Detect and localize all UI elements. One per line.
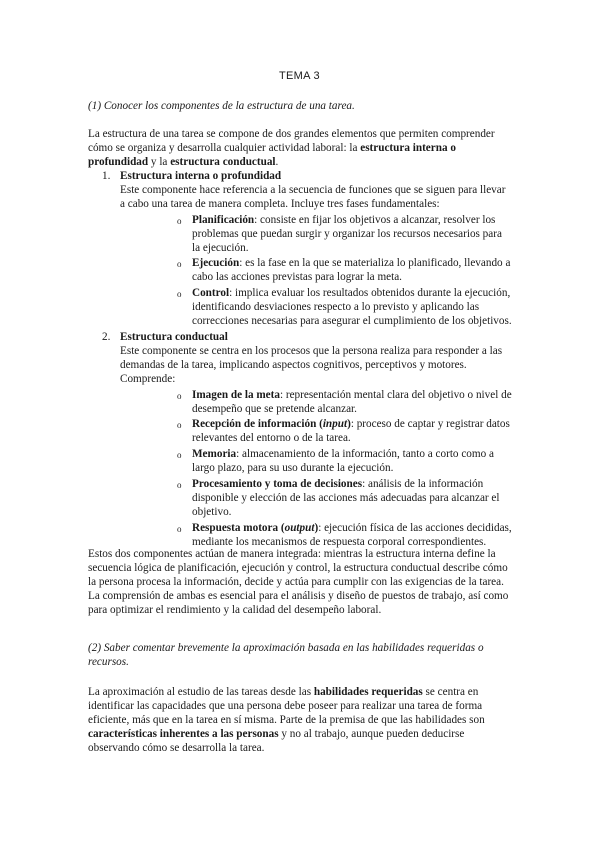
intro-text-3: . — [275, 155, 279, 168]
final-text-2: se centra en identificar las capacidades que una persona debe poseer para realizar una tarea de forma eficiente, más que en la tarea en sí misma. Parte de la premisa de que las habilidades son — [88, 686, 485, 726]
sub-item-term: Planificación — [192, 213, 255, 226]
final-text-1: La aproximación al estudio de las tareas desde las — [88, 686, 314, 698]
sub-item-text: : análisis de la información disponible y elección de las acciones más adecuadas para alcanzar el objetivo. — [192, 478, 500, 518]
list-description: Este componente hace referencia a la secuencia de funciones que se siguen para llevar a cabo una tarea de manera completa. Incluye tres fases fundamentales: — [120, 183, 506, 210]
bullet-icon: o — [177, 523, 182, 534]
final-text-3: y no al trabajo, aunque pueden deducirse observando cómo se desarrolla la tarea. — [88, 727, 465, 754]
sub-item-text: : consiste en fijar los objetivos a alcanzar, resolver los problemas que puedan surgir y organizar los recursos necesarios para la ejecución. — [192, 213, 502, 254]
summary-paragraph: Estos dos componentes actúan de manera integrada: mientras la estructura interna define la secuencia lógica de planificación, ejecución y control, la estructura conductual describe cómo la persona procesa la información, decide y actúa para cumplir con las exigencias de la tarea. La comprensión de ambas es esencial para el análisis y diseño de puestos de trabajo, así como para optimizar el rendimiento y la calidad del desempeño laboral. — [88, 548, 509, 616]
sub-item — [120, 522, 512, 550]
bullet-icon: o — [177, 450, 182, 461]
final-term-characteristics: características inherentes a las personas — [88, 727, 279, 740]
sub-item-term: Memoria — [192, 448, 237, 461]
sub-item-term: Procesamiento y toma de decisiones — [192, 478, 363, 491]
sub-item-term — [192, 418, 351, 430]
sub-item — [120, 287, 512, 329]
sub-item-term: Imagen de la meta — [192, 388, 280, 401]
bullet-icon: o — [177, 289, 182, 300]
sub-item-text: : representación mental clara del objetivo o nivel de desempeño que se pretende alcanzar. — [192, 388, 512, 415]
list-heading: Estructura conductual — [120, 330, 228, 343]
sub-item-term-text: Respuesta motora ( — [192, 521, 285, 534]
sub-item — [120, 478, 512, 520]
sub-item — [120, 214, 512, 256]
question-1: (1) Conocer los componentes de la estructura de una tarea. — [88, 100, 355, 112]
sub-item-term — [192, 522, 318, 534]
list-item-1 — [88, 170, 512, 329]
sub-item — [120, 257, 512, 285]
question-2: (2) Saber comentar brevemente la aproximación basada en las habilidades requeridas o recursos. — [88, 642, 484, 668]
sub-item-text: : implica evaluar los resultados obtenidos durante la ejecución, identificando desviaciones respecto a lo previsto y aplicando las correcciones necesarias para asegurar el cumplimiento de los objetivos. — [192, 287, 512, 328]
sub-item-text: : ejecución física de las acciones decididas, mediante los mecanismos de respuesta corporal correspondientes. — [192, 521, 512, 548]
numbered-list — [88, 170, 512, 550]
bullet-icon: o — [177, 390, 182, 401]
sub-item-term: Ejecución — [192, 257, 240, 270]
sub-item-term-italic: input — [322, 418, 348, 431]
intro-text-1: La estructura de una tarea se compone de dos grandes elementos que permiten comprender cómo se organiza y desarrolla cualquier actividad laboral: la — [88, 128, 495, 154]
sub-item — [120, 418, 512, 446]
intro-term-behavioral: estructura conductual — [170, 155, 276, 168]
sub-item-term-text: Recepción de información ( — [192, 418, 323, 431]
final-paragraph — [88, 686, 512, 756]
page-title: TEMA 3 — [279, 70, 320, 82]
intro-paragraph — [88, 128, 512, 170]
bullet-icon: o — [177, 215, 182, 226]
intro-text-2: y la — [148, 155, 171, 168]
bullet-icon: o — [177, 480, 182, 491]
sub-item-term-close: ) — [314, 521, 319, 534]
sub-item — [120, 389, 512, 417]
list-number: 2. — [102, 330, 111, 343]
sub-item — [120, 448, 512, 476]
sub-item-text: : es la fase en la que se materializa lo planificado, llevando a cabo las acciones previstas para lograr la meta. — [192, 257, 511, 284]
sub-item-term-italic: output — [284, 521, 315, 534]
bullet-icon: o — [177, 259, 182, 270]
sub-item-term: Control — [192, 287, 230, 300]
list-heading: Estructura interna o profundidad — [120, 170, 282, 182]
intro-term-internal: estructura interna o profundidad — [88, 141, 456, 168]
sub-item-text: : almacenamiento de la información, tanto a corto como a largo plazo, para su uso durante la ejecución. — [192, 448, 494, 475]
sub-item-term-close: ) — [347, 418, 351, 431]
list-item-2 — [88, 331, 512, 550]
bullet-icon: o — [177, 420, 182, 431]
list-description: Este componente se centra en los procesos que la persona realiza para responder a las demandas de la tarea, implicando aspectos cognitivos, perceptivos y motores. Comprende: — [120, 344, 503, 385]
sub-item-text: : proceso de captar y registrar datos relevantes del entorno o de la tarea. — [192, 418, 510, 445]
list-number: 1. — [102, 170, 111, 182]
final-term-skills: habilidades requeridas — [313, 686, 423, 698]
